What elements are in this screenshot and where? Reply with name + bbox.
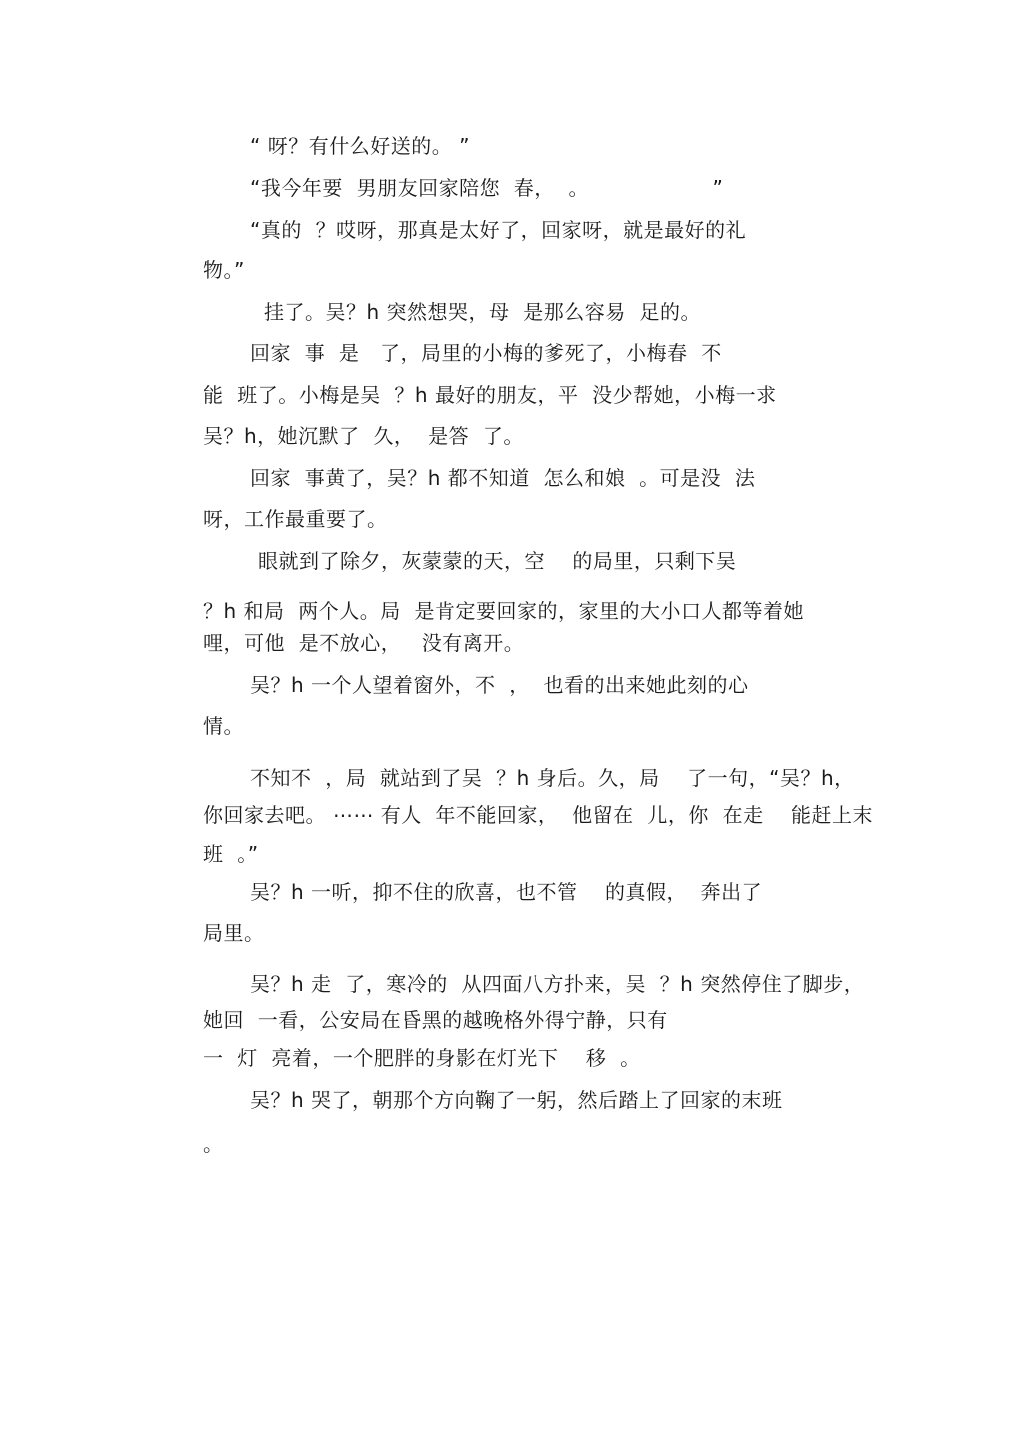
text-line: 挂了。吴？h 突然想哭，母 是那么容易 足的。 (264, 300, 701, 324)
text-line: 班 。” (203, 842, 259, 866)
text-line: “ 呀？有什么好送的。 ” (250, 134, 470, 158)
text-line: 一 灯 亮着，一个肥胖的身影在灯光下 移 。 (203, 1046, 641, 1070)
text-line: “我今年要 男朋友回家陪您 春， 。 ” (250, 176, 724, 200)
text-line: “真的 ？哎呀，那真是太好了，回家呀，就是最好的礼 (250, 218, 747, 242)
text-line: 不知不 ，局 就站到了吴 ？h 身后。久，局 了一句，“吴？h， (250, 766, 855, 790)
text-line: 吴？h 哭了，朝那个方向鞠了一躬，然后踏上了回家的末班 (250, 1088, 783, 1112)
text-line: 你回家去吧。 ⋯⋯ 有人 年不能回家， 他留在 儿，你 在走 能赶上末 (203, 803, 874, 827)
text-line: 她回 一看，公安局在昏黑的越晚格外得宁静，只有 (203, 1008, 668, 1032)
text-line: 能 班了。小梅是吴 ？h 最好的朋友，平 没少帮她，小梅一求 (203, 383, 777, 407)
text-line: 情。 (203, 714, 244, 738)
text-line: 吴？h，她沉默了 久， 是答 了。 (203, 424, 524, 448)
text-line: 局里。 (203, 921, 265, 945)
text-line: 回家 事黄了，吴？h 都不知道 怎么和娘 。可是没 法 (250, 466, 756, 490)
text-line: 吴？h 走 了，寒冷的 从四面八方扑来，吴 ？h 突然停住了脚步， (250, 972, 865, 996)
text-line: 吴？h 一听，抑不住的欣喜，也不管 的真假， 奔出了 (250, 880, 763, 904)
text-line: 回家 事 是 了，局里的小梅的爹死了，小梅春 不 (250, 341, 722, 365)
text-line: 物。” (203, 258, 245, 282)
text-line: 眼就到了除夕，灰蒙蒙的天，空 的局里，只剩下吴 (258, 549, 737, 573)
text-line: ？h 和局 两个人。局 是肯定要回家的，家里的大小口人都等着她 (203, 599, 804, 623)
text-line: 呀，工作最重要了。 (203, 507, 388, 531)
text-line: 吴？h 一个人望着窗外，不 ， 也看的出来她此刻的心 (250, 673, 749, 697)
text-line: 。 (203, 1132, 224, 1156)
text-line: 哩，可他 是不放心， 没有离开。 (203, 631, 525, 655)
